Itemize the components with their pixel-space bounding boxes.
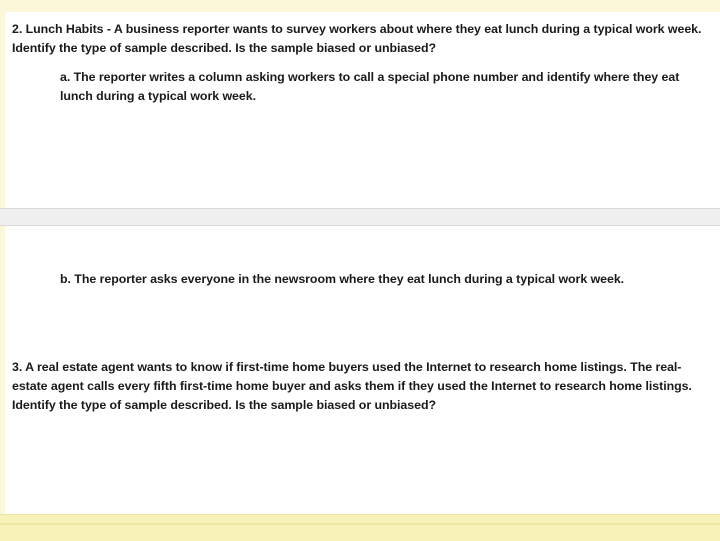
left-border bbox=[0, 0, 5, 540]
bottom-band bbox=[0, 514, 720, 541]
top-border bbox=[0, 0, 720, 12]
question-2b-text: b. The reporter asks everyone in the newsroom where they eat lunch during a typical work week. bbox=[60, 272, 625, 286]
question-2-text: 2. Lunch Habits - A business reporter wants to survey workers about where they eat lunch during a typical work week. Identify the type of sample described. Is the sample biased or unbiased? bbox=[12, 22, 702, 55]
section-divider bbox=[0, 208, 720, 226]
question-3-text: 3. A real estate agent wants to know if first-time home buyers used the Internet to research home listings. The real-estate agent calls every fifth first-time home buyer and asks them if they used the Internet to research home listings. Identify the type of sample described. Is the sample biased or unbiased? bbox=[12, 360, 692, 412]
question-2a-text: a. The reporter writes a column asking workers to call a special phone number and identify where they eat lunch during a typical work week. bbox=[60, 70, 680, 103]
